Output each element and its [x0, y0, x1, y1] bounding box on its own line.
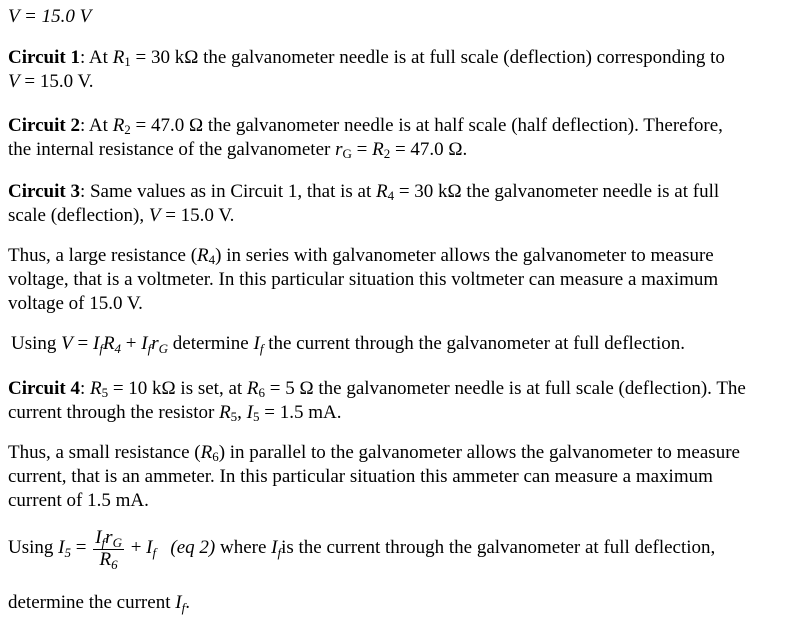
voltmeter-paragraph-line2: voltage, that is a voltmeter. In this particular situation this voltmeter can measure a maximum	[8, 269, 719, 290]
circuit2-line1: Circuit 2: At $R_2 = 47.0$ Ω the galvanometer needle is at half scale (half deflection). Therefore,	[8, 115, 723, 137]
fraction: $\frac{I_fr_G}{R_6}$	[95, 526, 122, 572]
ammeter-paragraph-line1: Thus, a small resistance $(R_6)$ in parallel to the galvanometer allows the galvanometer to measure	[8, 442, 740, 464]
using-equation-1: Using $V = I_fR_4 + I_fr_G$ determine $I_f$ the current through the galvanometer at full deflection.	[11, 333, 685, 356]
voltmeter-paragraph-line1: Thus, a large resistance $(R_4)$ in series with galvanometer allows the galvanometer to measure	[8, 245, 714, 267]
circuit4-line2: current through the resistor $R_5$, $I_5 = 1.5$ mA.	[8, 402, 342, 424]
circuit1-line1: Circuit 1: At $R_1 = 30$ kΩ the galvanometer needle is at full scale (deflection) corresponding to	[8, 47, 725, 69]
circuit3-line2: scale (deflection), V = 15.0 V.	[8, 205, 235, 226]
determine-line: determine the current $I_f$.	[8, 592, 190, 615]
circuit2-label: Circuit 2	[8, 115, 80, 136]
circuit3-line1: Circuit 3: Same values as in Circuit 1, that is at $R_4 = 30$ kΩ the galvanometer needle is at full	[8, 181, 720, 203]
voltmeter-paragraph-line3: voltage of 15.0 V.	[8, 293, 143, 314]
ammeter-paragraph-line2: current, that is an ammeter. In this particular situation this ammeter can measure a maximum	[8, 466, 713, 487]
voltage-header: V = 15.0 V	[8, 6, 92, 27]
circuit4-label: Circuit 4	[8, 378, 80, 399]
using-equation-2: Using $I_5$ = $\frac{I_fr_G}{R_6}$ + $I_f$ (eq 2) where $I_fis$ the current through the galvanometer at full deflection,	[8, 526, 716, 572]
circuit4-line1: Circuit 4: $R_5 = 10$ kΩ is set, at $R_6 = 5$ Ω the galvanometer needle is at full scale (deflection). The	[8, 378, 746, 400]
circuit3-label: Circuit 3	[8, 181, 80, 202]
ammeter-paragraph-line3: current of 1.5 mA.	[8, 490, 149, 511]
circuit1-line2: V = 15.0 V.	[8, 71, 94, 92]
circuit1-label: Circuit 1	[8, 47, 80, 68]
circuit2-line2: the internal resistance of the galvanometer $r_G = R_2 = 47.0$ Ω.	[8, 139, 468, 161]
